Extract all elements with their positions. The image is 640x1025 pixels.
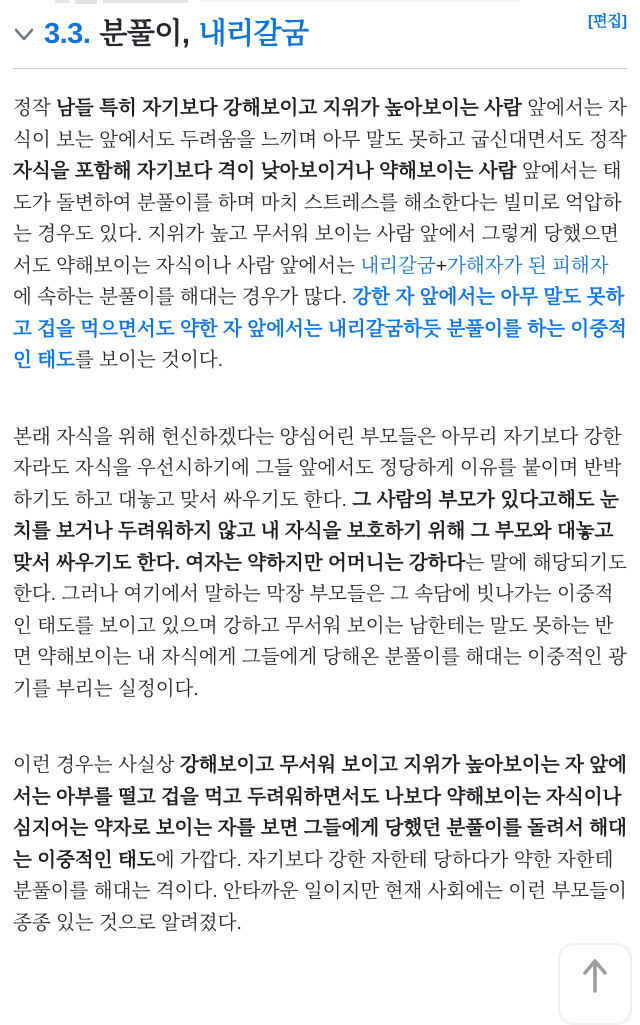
text-run: 정작 xyxy=(13,97,57,119)
paragraph xyxy=(13,93,627,377)
wiki-link[interactable]: 내리갈굼 xyxy=(360,254,436,277)
text-run: 에 속하는 분풀이를 해대는 경우가 많다. xyxy=(13,286,353,308)
wiki-link[interactable]: 가해자가 된 피해자 xyxy=(447,254,609,277)
section-title-text: 분풀이, xyxy=(99,18,190,50)
text-run: 본래 자식을 위해 헌신하겠다는 양심어린 부모들은 아무리 자기보다 강한 자라도 자식을 우선시하기에 그들 앞에서도 정당하게 이유를 붙이며 반박하기도 하고 대놓고 맞서 싸우기도 한다. xyxy=(13,425,622,511)
article-body xyxy=(0,69,640,939)
section-number-link[interactable]: 3.3. xyxy=(44,18,91,50)
text-run: + xyxy=(435,254,448,277)
text-run: 그 사람의 부모가 있다고해도 눈치를 보거나 두려워하지 않고 내 자식을 보호하기 위해 그 부모와 대놓고 맞서 싸우기도 한다. 여자는 약하지만 어머니는 강하다 xyxy=(13,488,619,574)
text-run: 는 말에 해당되기도 한다. 그러나 여기에서 말하는 막장 부모들은 그 속담에 빗나가는 이중적인 태도를 보이고 있으며 강하고 무서워 보이는 남한테는 말도 못하는 반면 약해보이는 내 자식에게 그들에게 당해온 분풀이를 해대는 이중적인 광기를 부리는 실정이다. xyxy=(13,551,627,700)
scroll-to-top-button[interactable] xyxy=(558,943,632,1025)
text-run: 자식을 포함해 자기보다 격이 낮아보이거나 약해보이는 사람 xyxy=(13,160,517,182)
section-title xyxy=(44,16,309,52)
text-run: 이런 경우는 사실상 xyxy=(13,754,180,776)
paragraph xyxy=(13,422,627,706)
section-collapse-toggle[interactable] xyxy=(13,23,35,45)
section-header xyxy=(0,0,640,52)
wiki-link[interactable]: 강한 자 앞에서는 아무 말도 못하고 겁을 먹으면서도 약한 자 앞에서는 내리갈굼하듯 분풀이를 하는 이중적인 태도 xyxy=(13,286,627,371)
paragraph xyxy=(13,750,627,939)
text-run: 앞에서는 자식이 보는 앞에서도 두려움을 느끼며 아무 말도 못하고 굽신대면서도 정작 xyxy=(13,97,627,151)
text-run: 남들 특히 자기보다 강해보이고 지위가 높아보이는 사람 xyxy=(56,97,522,119)
text-run: 앞에서는 태도가 돌변하여 분풀이를 하며 마치 스트레스를 해소한다는 빌미로 억압하는 경우도 있다. 지위가 높고 무서워 보이는 사람 앞에서 그렇게 당했으면서도 약해보이는 자식이나 사람 앞에서는 xyxy=(13,160,622,277)
text-run: 에 가깝다. 자기보다 강한 자한테 당하다가 약한 자한테 분풀이를 해대는 격이다. 안타까운 일이지만 현재 사회에는 이런 부모들이 종종 있는 것으로 알려졌다. xyxy=(13,848,627,934)
text-run: 강해보이고 무서워 보이고 지위가 높아보이는 자 앞에서는 아부를 떨고 겁을 먹고 두려워하면서도 나보다 약해보이는 자식이나 심지어는 약자로 보이는 자를 보면 그들에게 당했던 분풀이를 돌려서 해대는 이중적인 태도 xyxy=(13,754,627,871)
chevron-down-icon xyxy=(14,28,34,41)
edit-button[interactable]: [편집] xyxy=(588,13,627,30)
up-arrow-icon xyxy=(580,957,610,993)
text-run: 를 보이는 것이다. xyxy=(74,349,224,371)
section-title-link[interactable]: 내리갈굼 xyxy=(198,18,309,50)
